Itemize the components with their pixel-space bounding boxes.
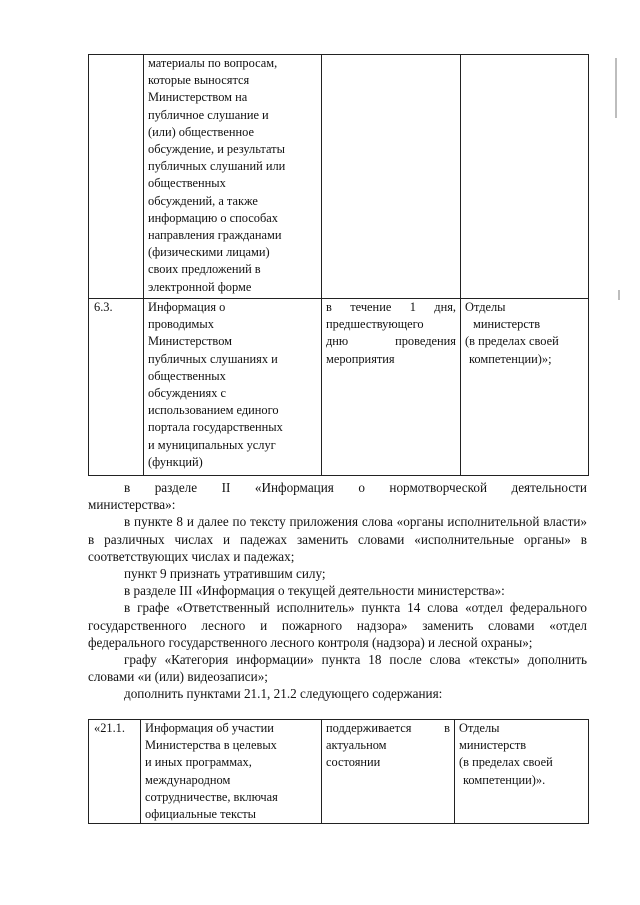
- cell-line: (в пределах своей: [459, 755, 553, 770]
- cell-line: официальные тексты: [145, 807, 256, 822]
- cell-line: направления гражданами: [148, 228, 282, 243]
- paragraph: министерства»:: [88, 497, 176, 513]
- table-row: [89, 720, 589, 824]
- table-row: [89, 299, 589, 476]
- cell-line: (физическими лицами): [148, 245, 270, 260]
- cell-line: Отделы: [465, 300, 506, 314]
- cell-line: (или) общественное: [148, 124, 254, 139]
- paragraph: в пункте 8 и далее по тексту приложения слова «органы исполнительной власти» в различных числах и падежах заменить словами «исполнительные органы» в соответствующих числах и падежах;: [88, 514, 587, 564]
- cell-line: и муниципальных услуг: [148, 437, 276, 452]
- paragraph: в разделе II «Информация о нормотворческой деятельности: [124, 480, 587, 495]
- executor-cell: [461, 299, 589, 476]
- cell-line: общественных: [148, 368, 226, 383]
- cell-line: сотрудничестве, включая: [145, 789, 278, 804]
- cell-line: и иных программах,: [145, 755, 252, 770]
- cell-line: электронной форме: [148, 279, 252, 294]
- row-number-cell: [89, 55, 144, 299]
- cell-line: компетенции)»;: [469, 351, 552, 366]
- info-category-cell: [144, 55, 322, 299]
- cell-line: которые выносятся: [148, 73, 250, 88]
- executor-cell: [455, 720, 589, 824]
- executor-cell: [461, 55, 589, 299]
- cell-line: общественных: [148, 176, 226, 191]
- period-cell: [322, 299, 461, 476]
- cell-line: мероприятия: [326, 351, 395, 366]
- cell-line: (функций): [148, 454, 203, 469]
- row-number-cell: 6.3.: [89, 299, 144, 476]
- paragraph: в графе «Ответственный исполнитель» пункта 14 слова «отдел федерального государственного лесного и пожарного надзора» заменить словами «отдел федерального государственного лесного контроля (надзора) и лесной охраны»;: [88, 600, 587, 650]
- cell-line: министерств: [459, 738, 527, 753]
- cell-line: Министерства в целевых: [145, 738, 277, 753]
- cell-line: публичных слушаний или: [148, 159, 286, 174]
- cell-line: актуальном: [326, 738, 387, 753]
- cell-line: поддерживается в: [326, 721, 450, 735]
- cell-line: своих предложений в: [148, 262, 261, 277]
- info-category-cell: [141, 720, 322, 824]
- cell-line: Информация об участии: [145, 721, 274, 735]
- cell-line: использованием единого: [148, 403, 279, 418]
- cell-line: дню проведения: [326, 334, 456, 349]
- cell-line: материалы по вопросам,: [148, 56, 278, 70]
- cell-line: портала государственных: [148, 420, 283, 435]
- table-row: [89, 55, 589, 299]
- scan-artifact: [615, 58, 617, 118]
- cell-line: международном: [145, 772, 231, 787]
- cell-line: публичных слушаниях и: [148, 351, 278, 366]
- paragraph: в разделе III «Информация о текущей деятельности министерства»:: [124, 583, 505, 599]
- cell-line: обсуждение, и результаты: [148, 142, 285, 157]
- scan-artifact: [618, 290, 620, 300]
- paragraph: пункт 9 признать утратившим силу;: [124, 566, 326, 582]
- cell-line: Министерством: [148, 334, 232, 349]
- cell-line: публичное слушание и: [148, 107, 269, 122]
- cell-line: информацию о способах: [148, 210, 278, 225]
- row-number-cell: «21.1.: [89, 720, 141, 824]
- cell-line: проводимых: [148, 317, 214, 332]
- amendment-text: [88, 479, 587, 703]
- cell-line: (в пределах своей: [465, 334, 559, 349]
- cell-line: министерств: [473, 317, 541, 332]
- cell-line: в течение 1 дня,: [326, 300, 456, 314]
- cell-line: обсуждениях с: [148, 386, 226, 401]
- info-category-cell: [144, 299, 322, 476]
- cell-line: компетенции)».: [463, 772, 546, 787]
- cell-line: предшествующего: [326, 317, 424, 332]
- regulation-table-part-1: [88, 54, 589, 476]
- cell-line: обсуждений, а также: [148, 193, 258, 208]
- period-cell: [322, 55, 461, 299]
- cell-line: состоянии: [326, 755, 381, 770]
- period-cell: [322, 720, 455, 824]
- cell-line: Информация о: [148, 300, 226, 314]
- cell-line: Министерством на: [148, 90, 248, 105]
- paragraph: дополнить пунктами 21.1, 21.2 следующего содержания:: [124, 686, 443, 702]
- cell-line: Отделы: [459, 721, 500, 735]
- regulation-table-part-2: [88, 719, 589, 824]
- paragraph: графу «Категория информации» пункта 18 после слова «тексты» дополнить словами «и (или) видеозаписи»;: [88, 652, 587, 685]
